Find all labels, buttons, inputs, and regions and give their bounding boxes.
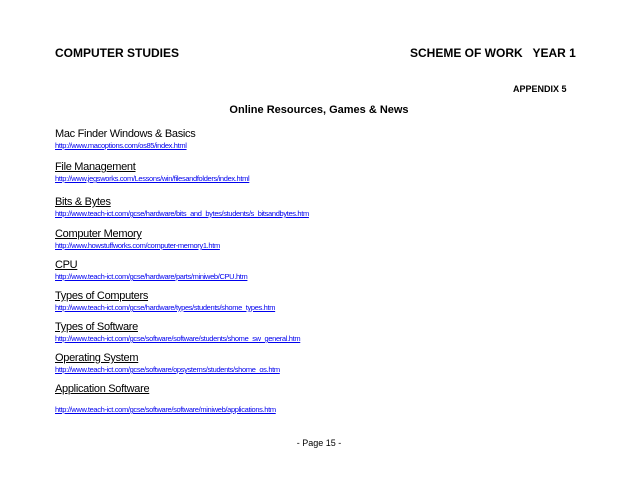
resource-link[interactable]: http://www.teach-ict.com/gcse/software/software/students/shome_sw_general.htm [55,334,301,343]
document-header-scheme: SCHEME OF WORK YEAR 1 [410,46,576,60]
resource-title: Operating System [55,352,139,364]
appendix-label: APPENDIX 5 [513,84,567,94]
resource-link[interactable]: http://www.macoptions.com/os85/index.html [55,141,187,150]
resource-title: Bits & Bytes [55,196,111,208]
resource-link[interactable]: http://www.teach-ict.com/gcse/software/opsystems/students/shome_os.htm [55,365,280,374]
resource-title: Computer Memory [55,228,142,240]
resource-link[interactable]: http://www.howstuffworks.com/computer-memory1.htm [55,241,220,250]
resource-link[interactable]: http://www.teach-ict.com/gcse/hardware/parts/miniweb/CPU.htm [55,272,248,281]
resource-title: Mac Finder Windows & Basics [55,128,196,140]
resource-item [55,321,300,344]
resource-link[interactable]: http://www.jegsworks.com/Lessons/win/filesandfolders/index.html [55,174,250,183]
resource-link[interactable]: http://www.teach-ict.com/gcse/software/software/miniweb/applications.htm [55,405,276,414]
resource-item [55,383,276,415]
resource-title: Types of Software [55,321,138,333]
page-title: Online Resources, Games & News [229,104,409,116]
resource-item [55,161,249,184]
document-header-subject: COMPUTER STUDIES [55,46,180,60]
resource-title: File Management [55,161,136,173]
resource-item [55,228,220,251]
resource-link[interactable]: http://www.teach-ict.com/gcse/hardware/types/students/shome_types.htm [55,303,276,312]
page-number: - Page 15 - [296,438,342,448]
resource-title: CPU [55,259,78,271]
resource-item [55,352,280,375]
resource-title: Types of Computers [55,290,149,302]
resource-item [55,128,195,151]
resource-link[interactable]: http://www.teach-ict.com/gcse/hardware/bits_and_bytes/students/s_bitsandbytes.htm [55,209,309,218]
resource-item [55,290,275,313]
resource-item [55,196,309,219]
resource-title: Application Software [55,383,150,395]
resource-item [55,259,247,282]
